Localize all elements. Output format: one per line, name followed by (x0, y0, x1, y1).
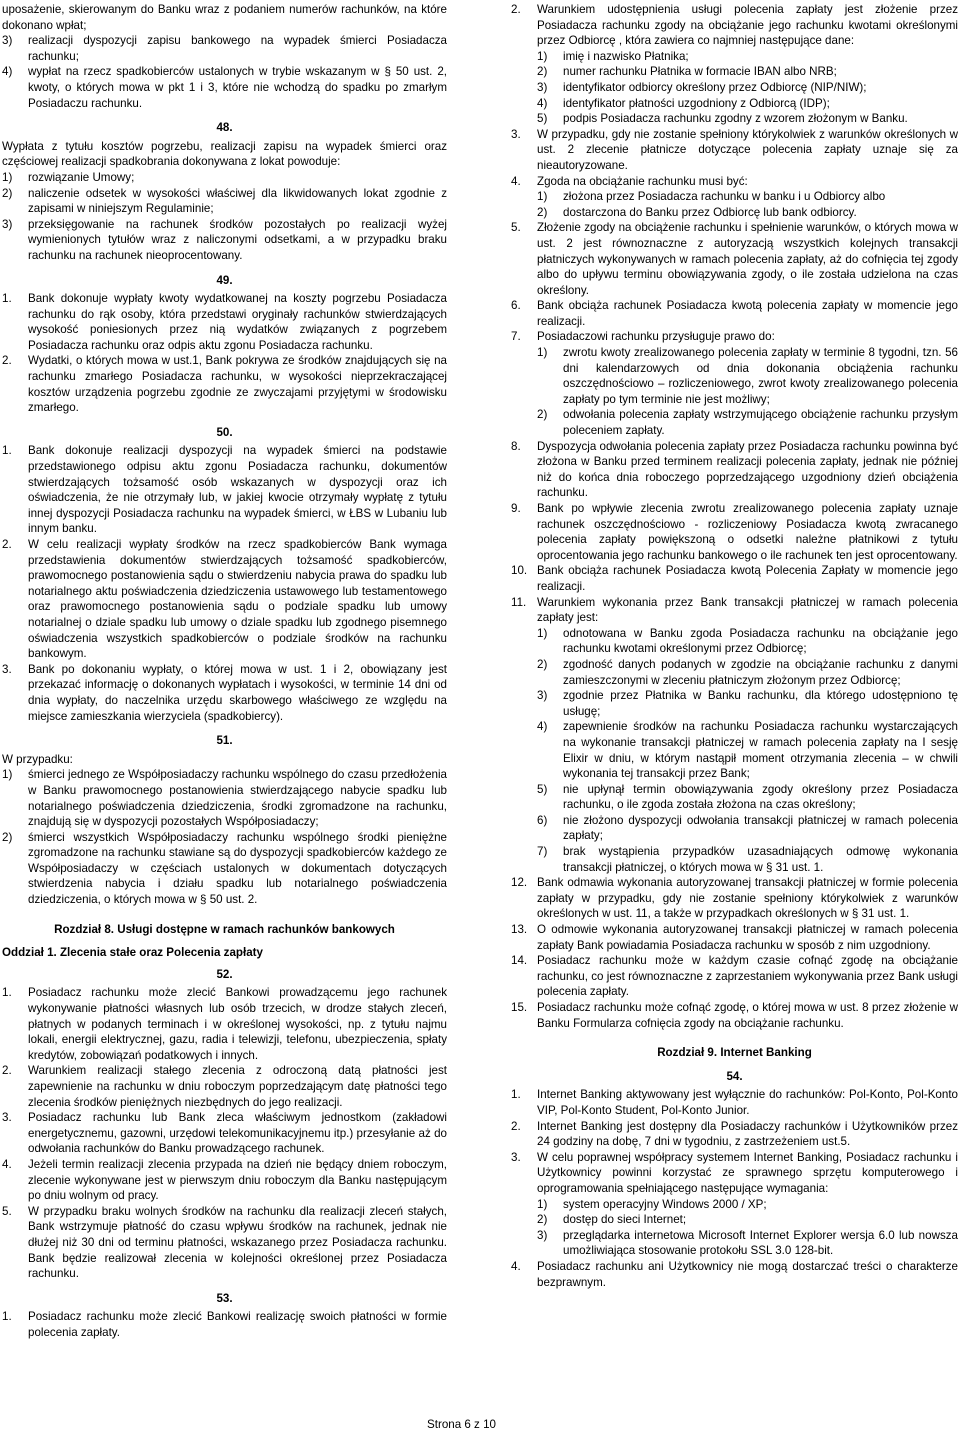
list-item (511, 329, 958, 345)
list-item: 1. Posiadacz rachunku może zlecić Bankowi realizację swoich płatności w formie polecenia zapłaty. (2, 1310, 447, 1339)
section-heading-51: 51. (216, 734, 233, 748)
sub-list-item (511, 407, 958, 438)
list-item-number: 3. (511, 127, 521, 141)
sub-list-item (511, 688, 958, 719)
list-item (511, 1000, 958, 1031)
intro-item: 4) wypłat na rzecz spadkobierców ustalonych w trybie wskazanym w § 50 ust. 2, kwoty, o których mowa w pkt 1 i 3, które nie wchodzą do spadku po zmarłym Posiadaczu rachunku. (2, 65, 447, 110)
list-item (511, 220, 958, 298)
internet-banking-list (511, 1087, 958, 1290)
sub-list-item-number: 3) (537, 689, 548, 703)
sub-list-item (511, 1197, 958, 1213)
list-item-text: W przypadku, gdy nie zostanie spełniony którykolwiek z warunków określonych w ust. 2 zlecenie płatnicze dotyczące polecenia zapłaty uznaje się za nieautoryzowane. (537, 127, 958, 172)
list-item (511, 922, 958, 953)
list-item (511, 127, 958, 174)
list-item (511, 875, 958, 922)
list-item: 1) rozwiązanie Umowy; (2, 170, 135, 184)
sub-list-item-text: identyfikator płatności uzgodniony z Odbiorcą (IDP); (563, 96, 830, 110)
list-item (511, 1119, 958, 1150)
left-column (2, 2, 447, 1341)
list-item: 1. Posiadacz rachunku może zlecić Bankowi prowadzącemu jego rachunek wykonywanie płatności własnych lub osób trzecich, w drodze stałych zleceń, płatnych w podanych terminach i w określonej wysokości, np. z tytułu najmu lokali, energii elektrycznej, gazu, radia i telewizji, telefonu, ubezpieczenia, spłaty kredytów, zobowiązań podatkowych i innych. (2, 986, 447, 1062)
section-heading-50: 50. (216, 425, 233, 439)
list-item-text: Bank odmawia wykonania autoryzowanej transakcji płatniczej w formie polecenia zapłaty w przypadku, gdy nie zostanie spełniony którykolwiek z warunków określonych w ust. 11, a także w przypadkach określonych w § 31 ust. 1. (537, 876, 958, 921)
sub-list-item-number: 3) (537, 80, 548, 94)
section-lead: W przypadku: (2, 752, 73, 766)
sub-list-item-text: odwołania polecenia zapłaty wstrzymującego obciążenie rachunku przysłym poleceniem zapłaty. (563, 408, 958, 438)
sub-list-item-number: 2) (537, 205, 548, 219)
sub-list-item (511, 189, 958, 205)
list-item-text: W celu poprawnej współpracy systemem Internet Banking, Posiadacz rachunku i Użytkownicy powinni korzystać ze sprawnego sprzętu komputerowego i oprogramowania spełniającego następujące wymagania: (537, 1150, 958, 1195)
sub-list-item-text: brak wystąpienia przypadków uzasadniających odmowę wykonania transakcji płatniczej, o których mowa w § 31 ust. 1. (563, 845, 958, 874)
sub-list-item (511, 64, 958, 80)
list-item-text: O odmowie wykonania autoryzowanej transakcji płatniczej w ramach polecenia zapłaty Bank powiadamia Posiadacza rachunku w sposób z nim uzgodniony. (537, 923, 958, 952)
list-item: 1. Bank dokonuje realizacji dyspozycji na wypadek śmierci na podstawie przedstawionego odpisu aktu zgonu Posiadacza rachunku, dokumentów stwierdzających tożsamość osób wskazanych w dyspozycji oraz ich oświadczenia, że nie otrzymały lub, w jakiej kwocie otrzymały wypłatę z tytułu innej dyspozycji Posiadacza rachunku na wypadek śmierci, w ŁBS w Lubaniu lub innym banku. (2, 444, 447, 536)
list-item-number: 14. (511, 954, 528, 968)
section-heading-53: 53. (216, 1291, 233, 1305)
sub-list-item (511, 813, 958, 844)
sub-list-item (511, 49, 958, 65)
list-item-text: Posiadaczowi rachunku przysługuje prawo do: (537, 330, 775, 344)
list-item-number: 4. (511, 174, 521, 188)
sub-list-item (511, 1228, 958, 1259)
list-item-text: Bank po wpływie zlecenia zwrotu zrealizowanego polecenia zapłaty uznaje rachunek oszczędnościowo - rozliczeniowy Posiadacza kwotą zwracanego polecenia zapłaty powiększoną o odsetki należne płatnikowi z tytułu oprocentowania jego rachunku bankowego o ile rachunek ten jest oprocentowany. (537, 502, 958, 562)
list-item: 3. Posiadacz rachunku lub Bank zleca właściwym jednostkom (zakładowi energetycznemu, gazowni, urzędowi telekomunikacyjnemu itp.) przesyłanie aż do odwołania rachunków do Banku prowadzącego rachunek. (2, 1111, 447, 1156)
list-item-number: 8. (511, 439, 521, 453)
sub-list-item (511, 719, 958, 781)
section-1-title: Oddział 1. Zlecenia stałe oraz Polecenia zapłaty (2, 946, 263, 960)
sub-list-item (511, 844, 958, 875)
list-item-number: 15. (511, 1001, 528, 1014)
sub-list-item-number: 1) (537, 1197, 548, 1211)
sub-list-item-number: 5) (537, 112, 548, 126)
sub-list-item-number: 1) (537, 626, 548, 640)
sub-list-item-text: nie upłynął termin obowiązywania zgody określony przez Posiadacza rachunku, o ile zgoda została złożona na czas określony; (563, 782, 958, 812)
list-item: 2) naliczenie odsetek w wysokości właściwej dla likwidowanych lokat zgodnie z zapisami w niniejszym Regulaminie; (2, 186, 447, 216)
list-item: 2. Warunkiem realizacji stałego zlecenia z odroczoną datą płatności jest zapewnienie na rachunku w dniu roboczym poprzedzającym datę płatności tego zlecenia środków pieniężnych niezbędnych do jego realizacji. (2, 1064, 447, 1109)
list-item-number: 5. (511, 221, 521, 235)
list-item-text: Warunkiem wykonania przez Bank transakcji płatniczej w ramach polecenia zapłaty jest: (537, 595, 958, 625)
list-item-number: 13. (511, 923, 528, 937)
sub-list-item (511, 205, 958, 221)
sub-list-item-text: identyfikator odbiorcy określony przez Odbiorcę (NIP/NIW); (563, 80, 867, 94)
list-item (511, 563, 958, 594)
sub-list-item-text: system operacyjny Windows 2000 / XP; (563, 1197, 767, 1211)
list-item (511, 1259, 958, 1290)
list-item-text: Bank obciąża rachunek Posiadacza kwotą polecenia zapłaty w momencie jego realizacji. (537, 299, 958, 328)
sub-list-item-text: dostarczona do Banku przez Odbiorcę lub bank odbiorcy. (563, 205, 857, 219)
list-item: 3) przeksięgowanie na rachunek środków pozostałych po realizacji wyżej wymienionych tytułów wraz z naliczonymi odsetkami, a w przypadku braku rachunku na rachunek nieoprocentowany. (2, 217, 447, 262)
right-column (511, 2, 958, 1290)
sub-list-item-text: numer rachunku Płatnika w formacie IBAN albo NRB; (563, 65, 837, 79)
list-item-number: 10. (511, 564, 528, 578)
intro-continuation: uposażenie, skierowanym do Banku wraz z podaniem numerów rachunków, na które dokonano wpłat; (2, 3, 447, 32)
sub-list-item-number: 1) (537, 346, 548, 360)
section-heading-49: 49. (216, 273, 233, 287)
sub-list-item-text: zgodność danych podanych w zgodzie na obciążanie rachunku z danymi zamieszczonymi w zleceniu płatniczym złożonym przez Odbiorcę; (563, 657, 958, 687)
sub-list-item-number: 3) (537, 1228, 548, 1242)
list-item (511, 174, 958, 190)
list-item: 2. Wydatki, o których mowa w ust.1, Bank pokrywa ze środków znajdujących się na rachunku zmarłego Posiadacza rachunku, w wysokości nieprzekraczającej kosztów urządzenia pogrzebu zgodnie ze zwyczajami przyjętymi w środowisku zmarłego. (2, 354, 447, 415)
sub-list-item (511, 80, 958, 96)
sub-list-item-number: 2) (537, 408, 548, 422)
sub-list-item-text: podpis Posiadacza rachunku zgodny z wzorem złożonym w Banku. (563, 112, 908, 126)
sub-list-item-text: imię i nazwisko Płatnika; (563, 49, 689, 63)
sub-list-item-number: 1) (537, 190, 548, 204)
list-item (511, 439, 958, 501)
list-item: 1) śmierci jednego ze Współposiadaczy rachunku wspólnego do czasu przedłożenia w Banku prawomocnego postanowienia stwierdzającego nabycie spadku lub notarialnego poświadczenia dziedziczenia, środki zgromadzone na rachunku, znajdują się w dyspozycji pozostałych Współposiadaczy; (2, 768, 447, 829)
sub-list-item (511, 111, 958, 127)
sub-list-item-text: nie złożono dyspozycji odwołania transakcji płatniczej w ramach polecenia zapłaty; (563, 813, 958, 843)
list-item-number: 2. (511, 1119, 521, 1133)
sub-list-item-number: 2) (537, 65, 548, 79)
sub-list-item-number: 2) (537, 1213, 548, 1227)
list-item: 3. Bank po dokonaniu wypłaty, o której mowa w ust. 1 i 2, obowiązany jest przekazać informację o dokonanych wypłatach i wysokości, w terminie 14 dni od dnia wypłaty, do naczelnika urzędu skarbowego właściwego ze względu na miejsce zamieszkania wierzyciela (spadkobiercy). (2, 662, 447, 723)
sub-list-item-text: zgodnie przez Płatnika w Banku rachunku, dla którego udostępniono tę usługę; (563, 689, 958, 718)
list-item (511, 2, 958, 49)
sub-list-item (511, 782, 958, 813)
page-number: Strona 6 z 10 (427, 1418, 496, 1431)
sub-list-item-number: 4) (537, 720, 548, 734)
list-item-text: Warunkiem udostępnienia usługi polecenia zapłaty jest złożenie przez Posiadacza rachunku zgody na obciążanie jego rachunku kwotami określonymi przez Odbiorcę , która zawiera co najmniej następujące dane: (537, 3, 958, 48)
list-item-number: 12. (511, 876, 528, 890)
list-item: 5. W przypadku braku wolnych środków na rachunku dla realizacji zleceń stałych, Bank wstrzymuje płatność do czasu wpływu środków na rachunek, jednak nie dłużej niż 30 dni od terminu płatności, wskazanego przez Posiadacza rachunku. Bank będzie realizował zlecenia w kolejności określonej przez Posiadacza rachunku. (2, 1204, 447, 1281)
sub-list-item-number: 5) (537, 782, 548, 796)
sub-list-item-number: 7) (537, 845, 548, 859)
sub-list-item-text: odnotowana w Banku zgoda Posiadacza rachunku na obciążanie jego rachunku kwotami określonymi przez Odbiorcę; (563, 626, 958, 656)
sub-list-item-number: 1) (537, 49, 548, 63)
list-item (511, 1150, 958, 1197)
sub-list-item-text: złożona przez Posiadacza rachunku w banku i u Odbiorcy albo (563, 190, 886, 204)
list-item-number: 9. (511, 502, 521, 515)
section-heading-48: 48. (216, 121, 233, 135)
list-item: 2. W celu realizacji wypłaty środków na rzecz spadkobierców Bank wymaga przedstawienia dokumentów stwierdzających tożsamość spadkobierców, prawomocnego postanowienia sądu o stwierdzeniu nabycia prawa do spadku lub notarialnego aktu poświadczenia dziedziczenia ustawowego lub testamentowego oraz prawomocnego postanowienia sądu o podziale spadku lub umowy notarialnej o dziale spadku lub umowy o dziale spadku lub zgodnego pisemnego oświadczenia wszystkich spadkobierców o podziale środków na rachunku bankowym. (2, 538, 447, 661)
sub-list-item (511, 96, 958, 112)
list-item-text: Posiadacz rachunku może w każdym czasie cofnąć zgodę na obciążanie rachunku, co jest równoznaczne z zaprzestaniem wykonywania przez Bank usługi polecenia zapłaty. (537, 954, 958, 999)
intro-item: 3) realizacji dyspozycji zapisu bankowego na wypadek śmierci Posiadacza rachunku; (2, 34, 447, 63)
list-item (511, 298, 958, 329)
list-item (511, 953, 958, 1000)
section-lead: Wypłata z tytułu kosztów pogrzebu, realizacji zapisu na wypadek śmierci oraz częściowej realizacji spadkobrania dokonywana z lokat powoduje: (2, 139, 447, 169)
section-heading-52: 52. (216, 967, 233, 981)
list-item-text: Posiadacz rachunku ani Użytkownicy nie mogą dostarczać treści o charakterze bezprawnym. (537, 1259, 958, 1289)
list-item-number: 1. (511, 1088, 521, 1102)
list-item: 1. Bank dokonuje wypłaty kwoty wydatkowanej na koszty pogrzebu Posiadacza rachunku do rąk osoby, która przedstawi oryginały rachunków stwierdzających wysokość poniesionych przez nią wydatków związanych z pogrzebem Posiadacza rachunku oraz odpis aktu zgonu Posiadacza rachunku. (2, 292, 447, 352)
list-item-number: 6. (511, 299, 521, 313)
list-item-text: Złożenie zgody na obciążenie rachunku i spełnienie warunków, o których mowa w ust. 2 jest równoznaczne z autoryzacją wszystkich kolejnych transakcji płatniczych wykonywanych w ramach polecenia zapłaty, aż do cofnięcia tej zgody albo do upływu terminu obowiązywania zgody, o ile została udzielona na czas określony. (537, 221, 958, 297)
sub-list-item-number: 4) (537, 96, 548, 110)
list-item-number: 2. (511, 3, 521, 16)
list-item-text: Bank obciąża rachunek Posiadacza kwotą Polecenia Zapłaty w momencie jego realizacji. (537, 564, 958, 593)
sub-list-item-text: zwrotu kwoty zrealizowanego polecenia zapłaty w terminie 8 tygodni, tzn. 56 dni kalendarzowych od dnia dokonania obciążenia rachunku oszczędnościowo – rozliczeniowego, zwrot kwoty zrealizowanego polecenia zapłaty po tym terminie nie jest możliwy; (563, 346, 958, 406)
sub-list-item (511, 626, 958, 657)
list-item-number: 3. (511, 1150, 521, 1164)
sub-list-item-text: zapewnienie środków na rachunku Posiadacza rachunku wystarczających na wykonanie transakcji płatniczej w ramach polecenia zapłaty na I sesję Elixir w dniu, w którym nastąpił moment otrzymania zlecenia – w chwili wykonania tej transakcji przez Bank; (563, 720, 958, 781)
polecenie-zaplaty-list (511, 2, 958, 1031)
list-item-text: Internet Banking jest dostępny dla Posiadaczy rachunków i Użytkowników przez 24 godziny na dobę, 7 dni w tygodniu, z zastrzeżeniem ust.5. (537, 1119, 958, 1149)
list-item-text: Zgoda na obciążanie rachunku musi być: (537, 174, 748, 188)
section-heading-54: 54. (726, 1069, 743, 1083)
list-item-text: Dyspozycja odwołania polecenia zapłaty przez Posiadacza rachunku powinna być złożona w Banku przed terminem realizacji polecenia zapłaty, jednak nie później niż do końca dnia roboczego poprzedzającego uzgodniony dzień obciążenia rachunku. (537, 439, 958, 500)
list-item: 4. Jeżeli termin realizacji zlecenia przypada na dzień nie będący dniem roboczym, zlecenie wykonywane jest w pierwszym dniu roboczym dla Banku następującym po dniu wolnym od pracy. (2, 1157, 447, 1203)
chapter-8-title: Rozdział 8. Usługi dostępne w ramach rachunków bankowych (54, 922, 395, 936)
sub-list-item-text: przeglądarka internetowa Microsoft Internet Explorer wersja 6.0 lub nowsza umożliwiająca stosowanie protokołu SSL 3.0 128-bit. (563, 1228, 958, 1258)
list-item (511, 501, 958, 563)
list-item-text: Internet Banking aktywowany jest wyłącznie do rachunków: Pol-Konto, Pol-Konto VIP, Pol-Konto Student, Pol-Konto Junior. (537, 1088, 958, 1117)
sub-list-item-number: 6) (537, 813, 548, 827)
sub-list-item (511, 657, 958, 688)
list-item-text: Posiadacz rachunku może cofnąć zgodę, o której mowa w ust. 8 przez złożenie w Banku Formularza cofnięcia zgody na obciążanie rachunku. (537, 1001, 958, 1030)
sub-list-item (511, 345, 958, 407)
list-item-number: 7. (511, 330, 521, 344)
sub-list-item-text: dostęp do sieci Internet; (563, 1213, 687, 1227)
sub-list-item-number: 2) (537, 657, 548, 671)
list-item-number: 11. (511, 595, 527, 609)
sub-list-item (511, 1212, 958, 1228)
chapter-9-title: Rozdział 9. Internet Banking (657, 1046, 812, 1060)
list-item: 2) śmierci wszystkich Współposiadaczy rachunku wspólnego środki pieniężne zgromadzone na rachunku stawiane są do dyspozycji spadkobierców każdego ze Współposiadaczy w częściach ustalonych w dokumentach dotyczących stwierdzenia nabycia i działu spadku lub notarialnego poświadczenia dziedziczenia, o których mowa w § 50 ust. 2. (2, 830, 447, 907)
list-item (511, 595, 958, 626)
list-item-number: 4. (511, 1259, 521, 1273)
list-item (511, 1087, 958, 1118)
